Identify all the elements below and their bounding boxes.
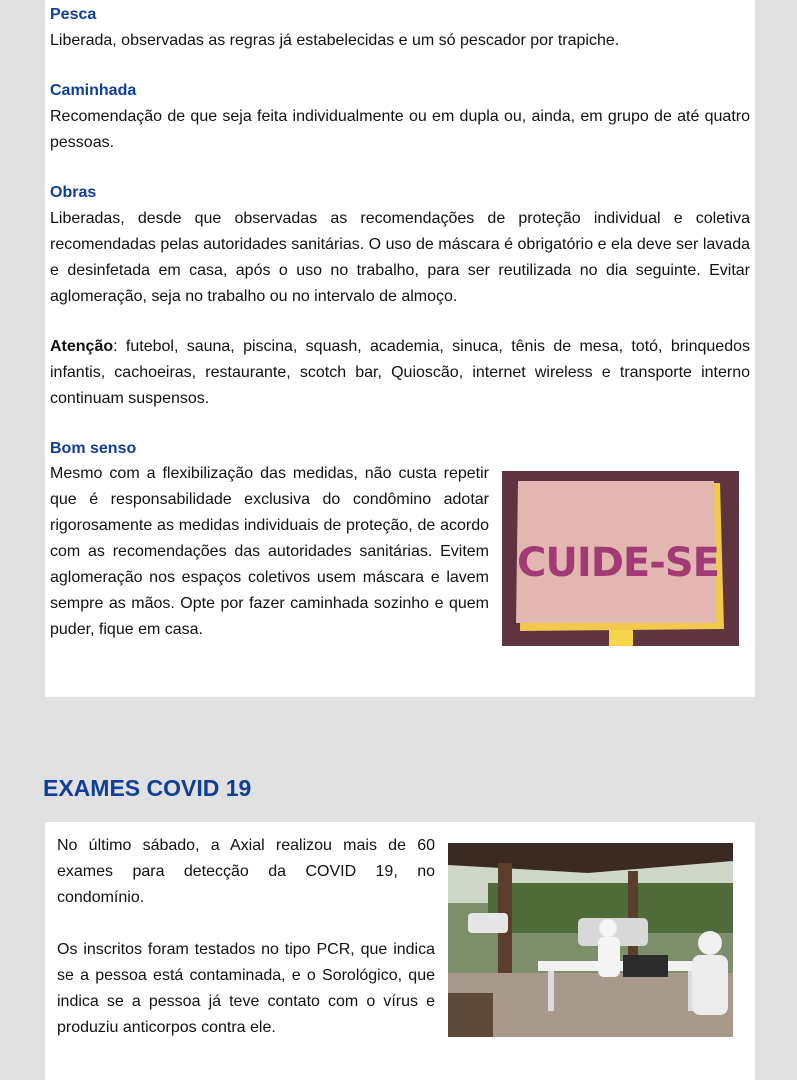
section-text-pesca: Liberada, observadas as regras já estabelecidas e um só pescador por trapiche. [50,32,620,49]
section-text-caminhada: Recomendação de que seja feita individualmente ou em dupla ou, ainda, em grupo de até quatro pessoas. [50,108,750,151]
section-pesca [50,2,750,54]
covid-testing-photo-illustration [448,843,733,1037]
section-obras [50,180,750,310]
attention-text: : futebol, sauna, piscina, squash, academia, sinuca, tênis de mesa, totó, brinquedos infantis, cachoeiras, restaurante, scotch bar, Quioscão, internet wireless e transporte interno continuam suspensos. [50,338,750,407]
cuide-se-sign-text: CUIDE-SE [517,540,719,586]
section-title-obras: Obras [50,184,97,201]
section-title-caminhada: Caminhada [50,82,137,99]
cuide-se-sign-illustration [502,471,739,646]
attention-label: Atenção [50,338,114,355]
exames-photo [448,843,733,1037]
section-attention [50,334,750,412]
attention-paragraph [50,334,750,412]
section-bom-senso [50,436,750,462]
section-title-pesca: Pesca [50,6,97,23]
exames-text [57,833,435,1041]
exames-paragraph-2: Os inscritos foram testados no tipo PCR, que indica se a pessoa está contaminada, e o Sorológico, que indica se a pessoa já teve contato com o vírus e produziu anticorpos contra ele. [57,941,435,1036]
exames-heading: EXAMES COVID 19 [43,775,252,801]
cuide-se-image [502,471,739,646]
section-text-obras: Liberadas, desde que observadas as recomendações de proteção individual e coletiva recomendadas pelas autoridades sanitárias. O uso de máscara é obrigatório e ela deve ser lavada e desinfetada em casa, após o uso no trabalho, para ser reutilizada no dia seguinte. Evitar aglomeração, seja no trabalho ou no intervalo de almoço. [50,210,750,305]
section-title-bom-senso: Bom senso [50,440,137,457]
section-caminhada [50,78,750,156]
section-text-bom-senso: Mesmo com a flexibilização das medidas, não custa repetir que é responsabilidade exclusiva do condômino adotar rigorosamente as medidas individuais de proteção, de acordo com as recomendações das autoridades sanitárias. Evitem aglomeração nos espaços coletivos usem máscara e lavem sempre as mãos. Opte por fazer caminhada sozinho e quem puder, fique em casa. [50,465,489,638]
exames-paragraph-1: No último sábado, a Axial realizou mais de 60 exames para detecção da COVID 19, no condomínio. [57,837,435,906]
